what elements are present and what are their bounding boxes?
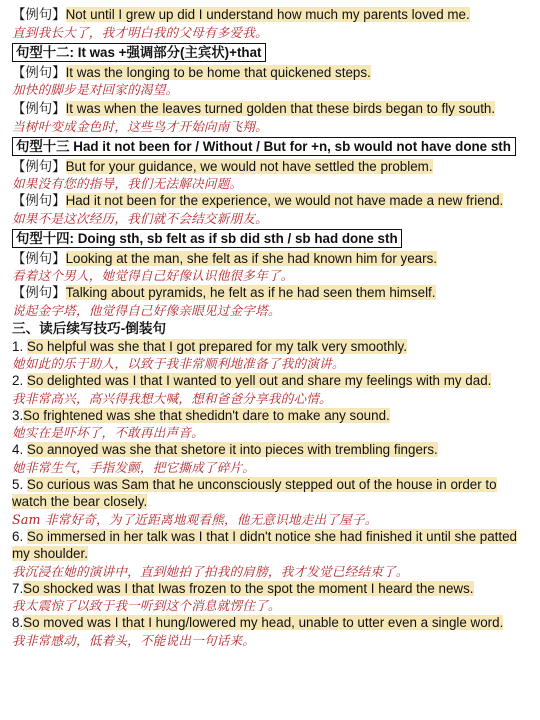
item-translation: 她非常生气，手指发颤，把它撕成了碎片。	[12, 459, 256, 475]
example-translation: 看着这个男人，她觉得自己好像认识他很多年了。	[12, 268, 294, 283]
example-sentence	[12, 6, 532, 24]
example-tag: 【例句】	[12, 250, 66, 266]
item-number: 6.	[12, 528, 27, 544]
item-text: So immersed in her talk was I that I didn't notice she had finished it until she patted my shoulder.	[12, 528, 517, 561]
example-text: It was the longing to be home that quickened steps.	[65, 64, 371, 80]
list-item	[12, 476, 532, 511]
item-translation: 她如此的乐于助人，以致于我非常顺利地准备了我的演讲。	[12, 356, 345, 371]
item-number: 1.	[12, 338, 27, 354]
list-item	[12, 614, 532, 632]
item-translation: 我非常感动，低着头，不能说出一句话来。	[12, 632, 256, 648]
item-number: 7.	[12, 580, 24, 596]
example-translation: 加快的脚步是对回家的渴望。	[12, 82, 179, 97]
item-text: So frightened was she that shedidn't dare to make any sound.	[23, 407, 390, 423]
item-translation: 我太震惊了以致于我一听到这个消息就愣住了。	[12, 598, 281, 613]
item-text: So helpful was she that I got prepared for my talk very smoothly.	[26, 338, 407, 354]
item-translation: Sam 非常好奇，为了近距离地观看熊，他无意识地走出了屋子。	[12, 511, 378, 527]
pattern-14-title: 句型十四: Doing sth, sb felt as if sb did sth / sb had done sth	[12, 229, 402, 248]
item-text: So annoyed was she that shetore it into pieces with trembling fingers.	[26, 442, 438, 457]
item-number: 4.	[12, 442, 27, 457]
item-text: So shocked was I that Iwas frozen to the spot the moment I heard the news.	[23, 580, 474, 596]
list-item	[12, 441, 532, 459]
pattern-12-title: 句型十二: It was +强调部分(主宾状)+that	[12, 43, 266, 62]
example-sentence	[12, 64, 532, 82]
example-text: Not until I grew up did I understand how much my parents loved me.	[65, 7, 470, 22]
section-heading: 三、读后续写技巧-倒装句	[12, 320, 167, 336]
example-text: Had it not been for the experience, we would not have made a new friend.	[65, 193, 504, 208]
example-text: It was when the leaves turned golden that these birds began to fly south.	[65, 101, 496, 116]
example-tag: 【例句】	[12, 285, 66, 300]
example-translation: 如果没有您的指导，我们无法解决问题。	[12, 176, 243, 191]
example-translation: 直到我长大了，我才明白我的父母有多爱我。	[12, 24, 268, 40]
example-text: Talking about pyramids, he felt as if he had seen them himself.	[65, 285, 436, 300]
example-sentence	[12, 100, 532, 118]
example-sentence	[12, 250, 532, 268]
list-item	[12, 580, 532, 598]
example-translation: 当树叶变成金色时，这些鸟才开始向南飞翔。	[12, 118, 268, 134]
example-tag: 【例句】	[12, 64, 66, 80]
list-item	[12, 338, 532, 356]
item-number: 3.	[12, 407, 24, 423]
item-number: 2.	[12, 373, 27, 388]
example-translation: 说起金字塔，他觉得自己好像亲眼见过金字塔。	[12, 302, 281, 318]
example-sentence	[12, 284, 532, 302]
list-item	[12, 528, 532, 563]
list-item	[12, 372, 532, 390]
item-text: So curious was Sam that he unconsciously stepped out of the house in order to watch the bear closely.	[12, 476, 497, 509]
item-translation: 她实在是吓坏了，不敢再出声音。	[12, 425, 204, 440]
item-number: 5.	[12, 476, 27, 492]
example-text: Looking at the man, she felt as if she had known him for years.	[65, 250, 437, 266]
item-text: So delighted was I that I wanted to yell out and share my feelings with my dad.	[26, 373, 492, 388]
example-sentence	[12, 158, 532, 176]
item-translation: 我沉浸在她的演讲中，直到她拍了拍我的肩膀，我才发觉已经结束了。	[12, 563, 409, 579]
example-sentence	[12, 192, 532, 210]
list-item	[12, 407, 532, 425]
example-tag: 【例句】	[12, 101, 66, 116]
item-number: 8.	[12, 615, 24, 630]
example-tag: 【例句】	[12, 193, 66, 208]
example-tag: 【例句】	[12, 158, 66, 174]
example-translation: 如果不是这次经历，我们就不会结交新朋友。	[12, 210, 268, 226]
pattern-13-title: 句型十三 Had it not been for / Without / But for +n, sb would not have done sth	[12, 137, 516, 156]
item-translation: 我非常高兴，高兴得我想大喊，想和爸爸分享我的心情。	[12, 390, 332, 406]
example-tag: 【例句】	[12, 7, 66, 22]
item-text: So moved was I that I hung/lowered my head, unable to utter even a single word.	[23, 615, 504, 630]
example-text: But for your guidance, we would not have settled the problem.	[65, 158, 433, 174]
